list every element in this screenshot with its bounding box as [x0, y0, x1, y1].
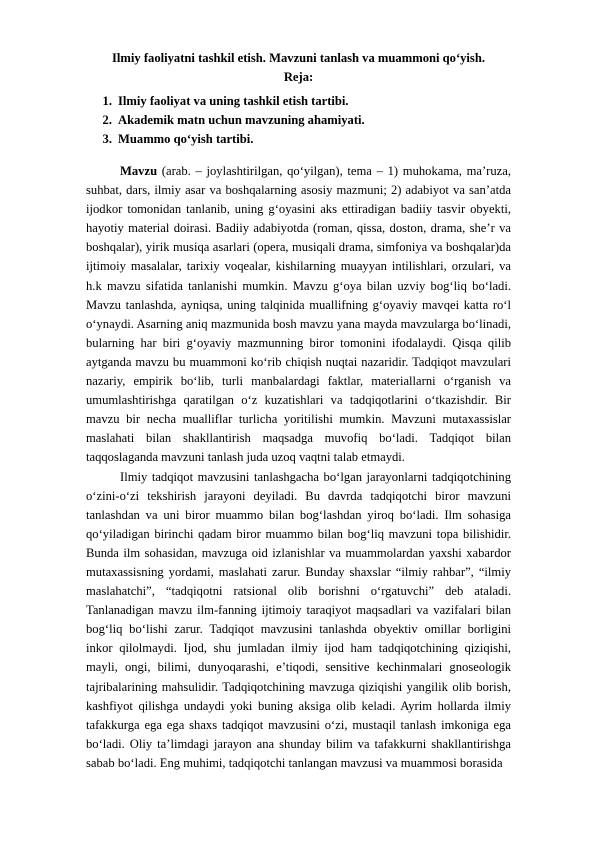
plan-item — [86, 130, 365, 149]
plan-item — [86, 92, 365, 111]
plan-item-text: Muammo qo‘yish tartibi. — [118, 132, 254, 146]
plan-item-number: 3. — [102, 132, 112, 146]
plan-item — [86, 111, 365, 130]
plan-item-number: 1. — [102, 94, 112, 108]
plan-heading: Reja: — [283, 70, 314, 84]
paragraph: Ilmiy tadqiqot mavzusini tanlashgacha bo‘lgan jarayonlarni tadqiqotchining o‘zini-o‘zi tekshirish jarayoni deyiladi. Bu davrda tadqiqotchi biror mavzuni tanlashdan va uni biror muammo bilan bog‘lashdan yiroq bo‘ladi. Ilm sohasiga qo‘yiladigan birinchi qadam biror muammo bilan bog‘liq mavzuni topa bilishidir. Bunda ilm sohasidan, mavzuga oid izlanishlar va muammolardan yaxshi xabardor mutaxassisning yordami, maslahati zarur. Bunday shaxslar “ilmiy rahbar”, “ilmiy maslahatchi”, “tadqiqotni ratsional olib borishni o‘rgatuvchi” deb ataladi. Tanlanadigan mavzu ilm-fanning ijtimoiy taraqiyot maqsadlari va vazifalari bilan bog‘liq bo‘lishi zarur. Tadqiqot mavzusini tanlashda obyektiv omillar borligini inkor qilolmaydi. Ijod, shu jumladan ilmiy ijod ham tadqiqotchining qiziqishi, mayli, ongi, bilimi, dunyoqarashi, e’tiqodi, sensitive kechinmalari gnoseologik tajribalarining mahsulidir. Tadqiqotchining mavzuga qiziqishi yangilik olib borish, kashfiyot qilishga undaydi yoki buning aksiga olib keladi. Ayrim hollarda ilmiy tafakkurga ega ega shaxs tadqiqot mavzusini o‘zi, mustaqil tanlash imkoniga ega bo‘ladi. Oliy ta’limdagi jarayon ana shunday bilim va tafakkurni shakllantirishga sabab bo‘ladi. Eng muhimi, tadqiqotchi tanlangan mavzusi va muammosi borasida — [86, 469, 511, 770]
body-text — [86, 162, 511, 773]
plan-item-text: Akademik matn uchun mavzuning ahamiyati. — [118, 113, 365, 127]
plan-item-number: 2. — [102, 113, 112, 127]
term-mavzu: Mavzu — [120, 164, 158, 178]
paragraph-text: (arab. – joylashtirilgan, qo‘yilgan), tema – 1) muhokama, ma’ruza, suhbat, dars, ilmiy asar va boshqalarning asosiy mazmuni; 2) adabiyot va san’atda ijodkor tomonidan tanlanib, uning g‘oyasini aks ettiradigan badiiy tasvir obyekti, hayotiy material doirasi. Badiiy adabiyotda (roman, qissa, doston, drama, she’r va boshqalar), yirik musiqa asarlari (opera, musiqali drama, simfoniya va boshqalar)da ijtimoiy masalalar, tarixiy voqealar, kishilarning muayyan intilishlari, orzulari, va h.k mavzu sifatida tanlanishi mumkin. Mavzu g‘oya bilan uzviy bog‘liq bo‘ladi. Mavzu tanlashda, ayniqsa, uning talqinida muallifning g‘oyaviy mavqei katta ro‘l o‘ynaydi. Asarning aniq mazmunida bosh mavzu yana mayda mavzularga bo‘linadi, bularning har biri g‘oyaviy mazmunning biror tomonini ifodalaydi. Qisqa qilib aytganda mavzu bu muammoni ko‘rib chiqish nuqtai nazaridir. Tadqiqot mavzulari nazariy, empirik bo‘lib, turli manbalardagi faktlar, materiallarni o‘rganish va umumlashtirishga qaratilgan o‘z kuzatishlari va tadqiqotlarini o‘tkazishdir. Bir mavzu bir necha mualliflar turlicha yoritilishi mumkin. Mavzuni mutaxassislar maslahati bilan shakllantirish maqsadga muvofiq bo‘ladi. Tadqiqot bilan taqqoslaganda mavzuni tanlash juda uzoq vaqtni talab etmaydi. — [86, 164, 511, 465]
plan-item-text: Ilmiy faoliyat va uning tashkil etish tartibi. — [118, 94, 349, 108]
document-title: Ilmiy faoliyatni tashkil etish. Mavzuni tanlash va muammoni qo‘yish. — [112, 51, 485, 65]
plan-list — [86, 92, 365, 149]
paragraph — [86, 162, 511, 468]
